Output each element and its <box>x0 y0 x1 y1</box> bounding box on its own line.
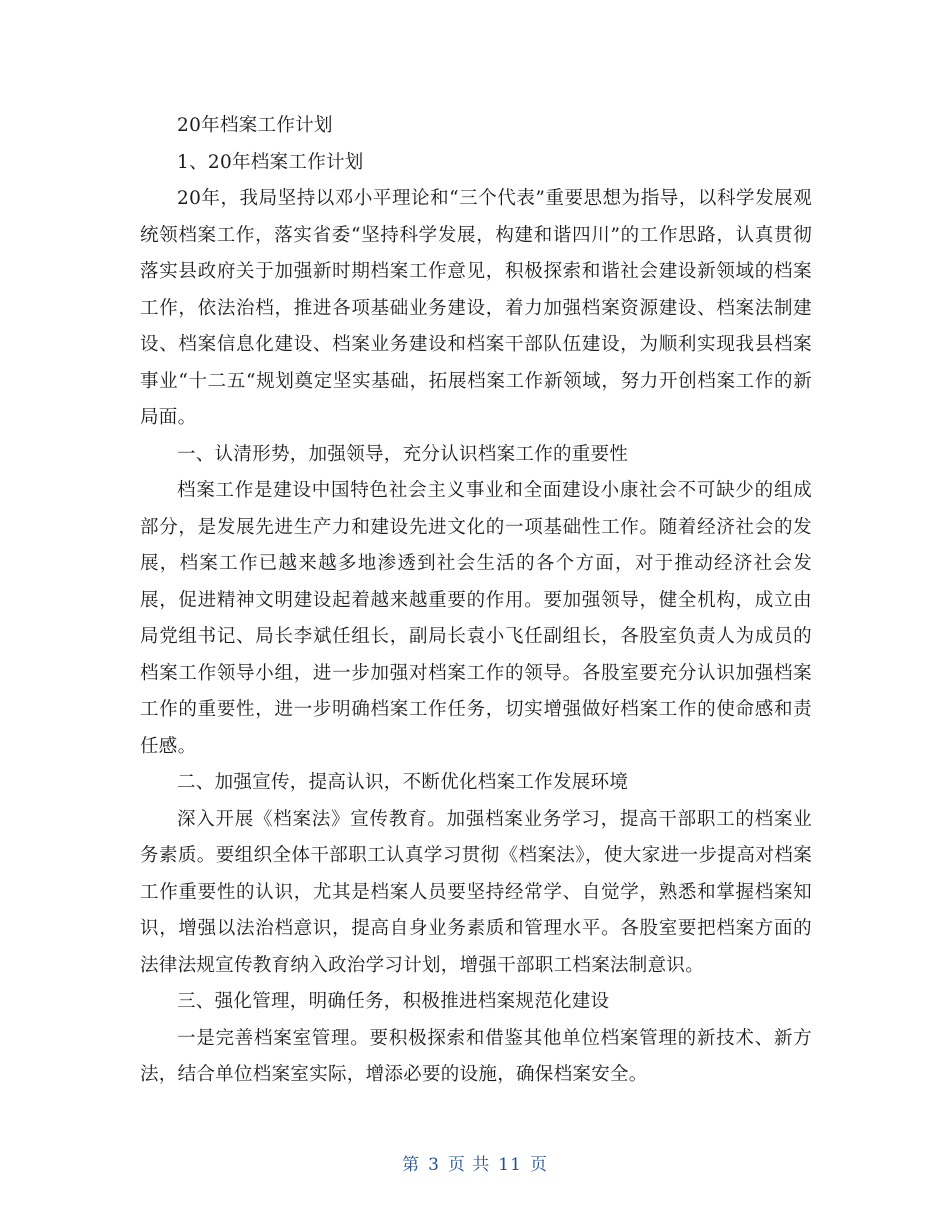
footer-suffix: 页 <box>529 1155 548 1175</box>
document-title: 20年档案工作计划 <box>177 115 333 136</box>
section-heading: 1、20年档案工作计划 <box>177 151 364 173</box>
footer-prefix: 第 <box>402 1155 421 1175</box>
section-heading: 三、强化管理，明确任务，积极推进档案规范化建设 <box>177 991 610 1012</box>
document-body <box>140 108 812 1094</box>
paragraph: 档案工作是建设中国特色社会主义事业和全面建设小康社会不可缺少的组成部分，是发展先进生产力和建设先进文化的一项基础性工作。随着经济社会的发展，档案工作已越来越多地渗透到社会生活的各个方面，对于推动经济社会发展，促进精神文明建设起着越来越重要的作用。要加强领导，健全机构，成立由局党组书记、局长李斌任组长，副局长袁小飞任副组长，各股室负责人为成员的档案工作领导小组，进一步加强对档案工作的领导。各股室要充分认识加强档案工作的重要性，进一步明确档案工作任务，切实增强做好档案工作的使命感和责任感。 <box>140 480 812 757</box>
footer-total-pages: 11 <box>498 1155 522 1175</box>
paragraph: 一是完善档案室管理。要积极探索和借鉴其他单位档案管理的新技术、新方法，结合单位档案室实际，增添必要的设施，确保档案安全。 <box>140 1027 812 1085</box>
page-number-footer <box>0 1150 950 1175</box>
footer-current-page: 3 <box>428 1155 440 1175</box>
section-heading: 一、认清形势，加强领导，充分认识档案工作的重要性 <box>177 443 629 465</box>
footer-middle: 页 共 <box>447 1155 491 1175</box>
paragraph: 20年，我局坚持以邓小平理论和“三个代表”重要思想为指导，以科学发展观统领档案工作，落实省委“坚持科学发展，构建和谐四川”的工作思路，认真贯彻落实县政府关于加强新时期档案工作意见，积极探索和谐社会建设新领域的档案工作，依法治档，推进各项基础业务建设，着力加强档案资源建设、档案法制建设、档案信息化建设、档案业务建设和档案干部队伍建设，为顺利实现我县档案事业“十二五“规划奠定坚实基础，拓展档案工作新领域，努力开创档案工作的新局面。 <box>140 188 812 428</box>
section-heading: 二、加强宣传，提高认识，不断优化档案工作发展环境 <box>177 772 629 793</box>
paragraph: 深入开展《档案法》宣传教育。加强档案业务学习，提高干部职工的档案业务素质。要组织全体干部职工认真学习贯彻《档案法》，使大家进一步提高对档案工作重要性的认识，尤其是档案人员要坚持经常学、自觉学，熟悉和掌握档案知识，增强以法治档意识，提高自身业务素质和管理水平。各股室要把档案方面的法律法规宣传教育纳入政治学习计划，增强干部职工档案法制意识。 <box>140 808 812 976</box>
